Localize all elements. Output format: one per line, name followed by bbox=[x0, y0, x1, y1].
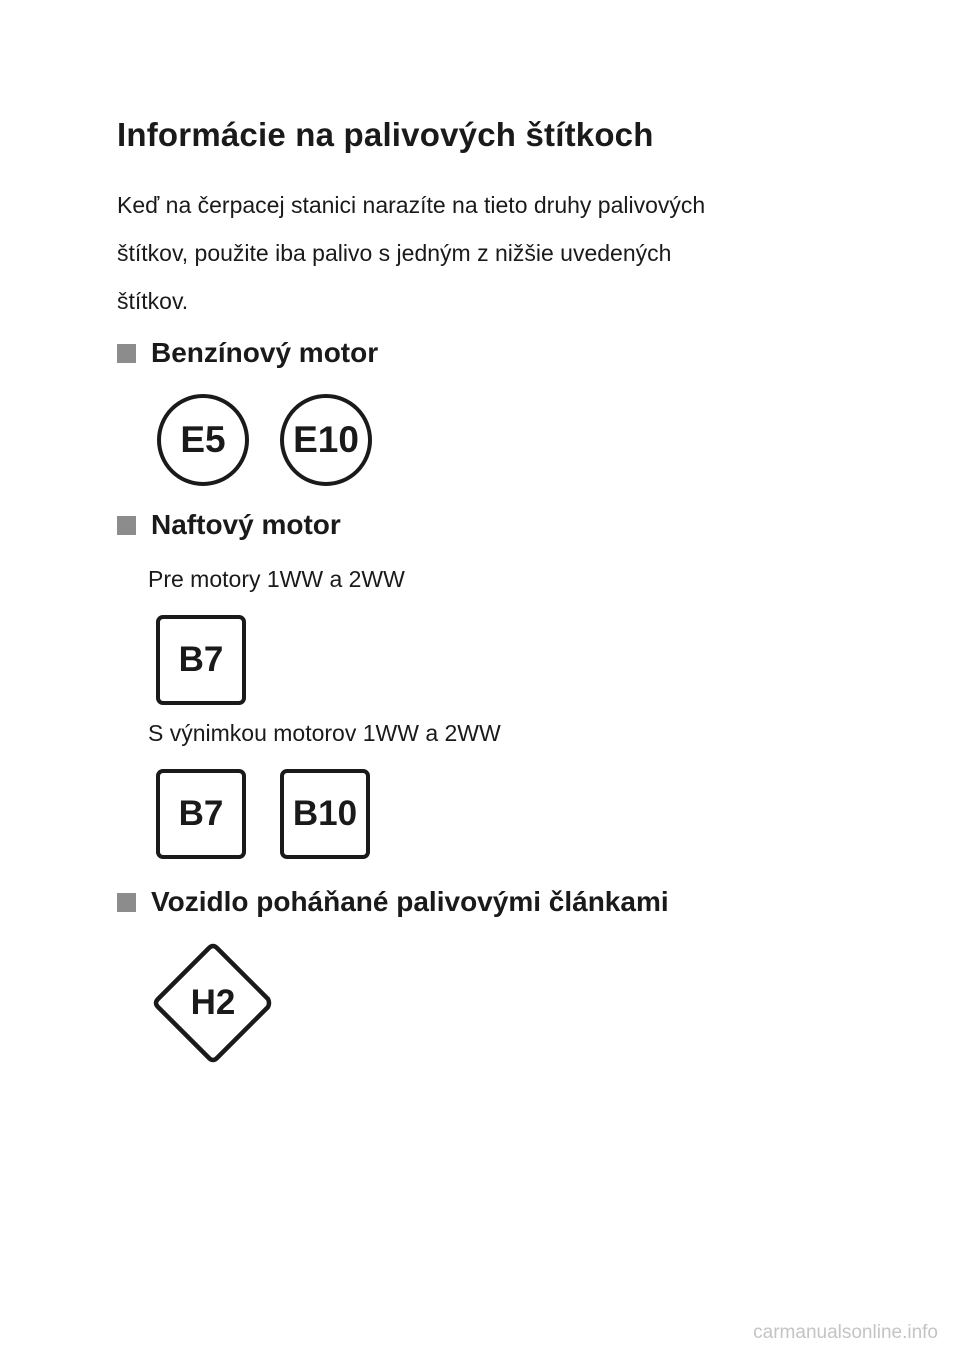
fuel-label-text: B7 bbox=[178, 794, 224, 833]
section-bullet-icon bbox=[117, 344, 136, 363]
section-heading-text: Benzínový motor bbox=[151, 337, 379, 368]
fuel-label-b7 bbox=[156, 615, 246, 705]
diesel-note-except-1ww-2ww: S výnimkou motorov 1WW a 2WW bbox=[148, 720, 501, 746]
section-heading-fuel-cell bbox=[117, 886, 669, 918]
intro-line: Keď na čerpacej stanici narazíte na tieto druhy palivových bbox=[117, 192, 706, 218]
intro-line: štítkov, použite iba palivo s jedným z nižšie uvedených bbox=[117, 240, 672, 266]
watermark: carmanualsonline.info bbox=[753, 1322, 938, 1343]
section-heading-text: Vozidlo poháňané palivovými článkami bbox=[151, 886, 669, 917]
fuel-label-text: B10 bbox=[292, 794, 358, 833]
section-heading-petrol bbox=[117, 337, 378, 369]
fuel-label-text: E5 bbox=[180, 419, 226, 460]
page-title: Informácie na palivových štítkoch bbox=[117, 116, 654, 153]
fuel-label-h2 bbox=[153, 943, 273, 1063]
section-heading-text: Naftový motor bbox=[151, 509, 341, 540]
fuel-label-text: E10 bbox=[293, 419, 359, 460]
intro-paragraph bbox=[117, 181, 837, 325]
fuel-label-text: H2 bbox=[190, 983, 236, 1022]
fuel-label-text: B7 bbox=[178, 640, 224, 679]
section-heading-diesel bbox=[117, 509, 341, 541]
fuel-label-e10 bbox=[280, 394, 372, 486]
fuel-label-b10 bbox=[280, 769, 370, 859]
diesel-note-1ww-2ww: Pre motory 1WW a 2WW bbox=[148, 566, 405, 592]
section-bullet-icon bbox=[117, 893, 136, 912]
intro-line: štítkov. bbox=[117, 288, 189, 314]
fuel-label-e5 bbox=[157, 394, 249, 486]
section-bullet-icon bbox=[117, 516, 136, 535]
fuel-label-b7 bbox=[156, 769, 246, 859]
